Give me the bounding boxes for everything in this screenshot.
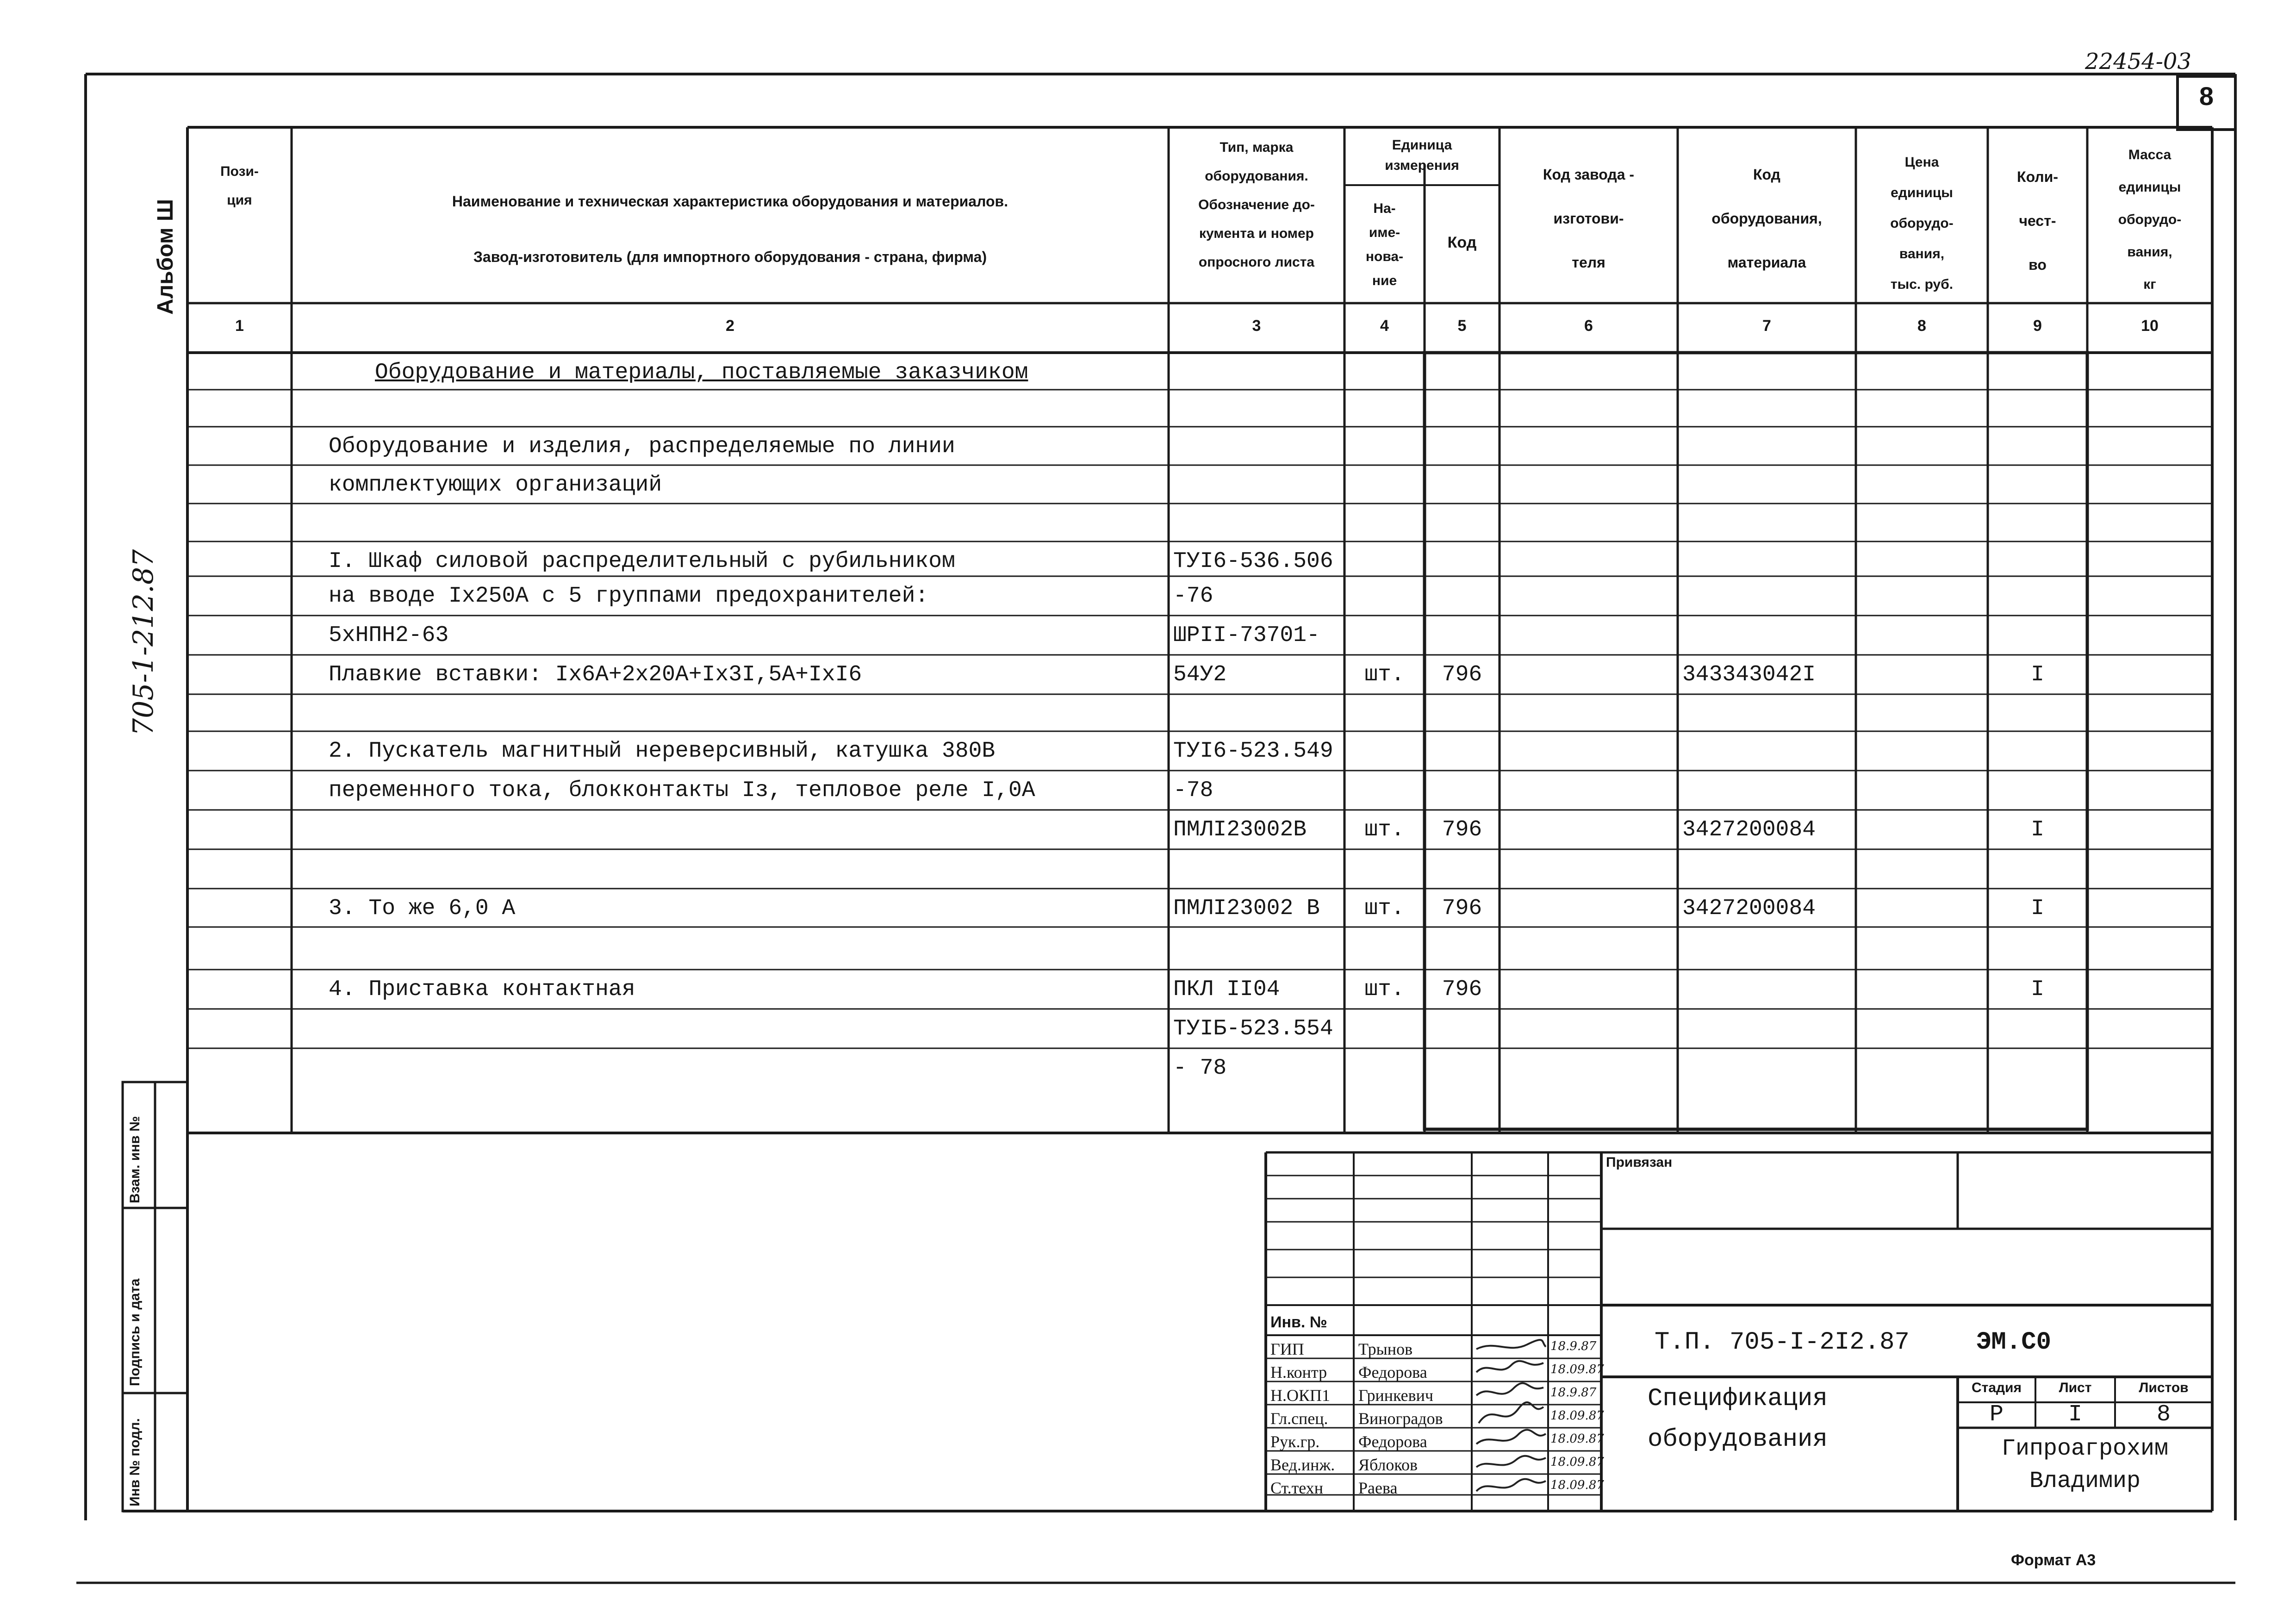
- row-8-equip: 343343042I: [1682, 662, 1816, 687]
- row-10-equip: [1682, 739, 1854, 778]
- row-7-type: ШРII-73701-: [1173, 623, 1320, 648]
- row-1-code: [1425, 397, 1500, 436]
- row-1-type: [1173, 397, 1344, 436]
- privyazan-label: Привязан: [1606, 1155, 1673, 1170]
- row-6-type: -76: [1173, 584, 1213, 609]
- stamp-date-0: 18.9.87: [1550, 1339, 1597, 1353]
- colnum-5: 5: [1457, 317, 1467, 335]
- col7-header: Код оборудования, материала: [1711, 166, 1822, 271]
- colnum-6: 6: [1584, 317, 1593, 335]
- doc-number-top: 22454-03: [2085, 49, 2191, 75]
- row-11-name: переменного тока, блокконтакты Iз, тепловое реле I,0А: [329, 778, 1035, 803]
- row-3-code: [1425, 473, 1500, 511]
- row-11-equip: [1682, 778, 1854, 817]
- col5-header: Код: [1447, 234, 1477, 251]
- row-13-type: [1173, 857, 1344, 896]
- stamp-name-3: Виноградов: [1358, 1409, 1443, 1428]
- row-13-unit: [1344, 857, 1425, 896]
- row-16-unit: шт.: [1364, 977, 1405, 1002]
- row-5-unit: [1344, 549, 1425, 588]
- podpis-label: Подпись и дата: [127, 1278, 143, 1386]
- row-12-qty: I: [2031, 817, 2044, 842]
- sheets-value: 8: [2156, 1401, 2171, 1428]
- stage-value: Р: [1989, 1401, 2004, 1428]
- doc-mark: ЭМ.С0: [1976, 1328, 2052, 1356]
- stamp-role-2: Н.ОКП1: [1270, 1386, 1331, 1405]
- org-line2: Владимир: [2029, 1468, 2141, 1494]
- row-12-unit: шт.: [1364, 817, 1405, 842]
- stamp-date-2: 18.9.87: [1550, 1386, 1597, 1400]
- format-label: Формат А3: [2011, 1551, 2096, 1569]
- row-2-equip: [1682, 434, 1854, 473]
- stage-label: Стадия: [1971, 1380, 2022, 1395]
- row-16-equip: [1682, 977, 1854, 1016]
- stamp-date-1: 18.09.87: [1550, 1363, 1604, 1376]
- row-13-equip: [1682, 857, 1854, 896]
- row-5-equip: [1682, 549, 1854, 588]
- row-5-qty: [1988, 549, 2087, 588]
- row-15-equip: [1682, 934, 1854, 973]
- row-10-qty: [1988, 739, 2087, 778]
- row-12-type: ПМЛI23002В: [1173, 817, 1307, 842]
- row-7-unit: [1344, 623, 1425, 662]
- row-4-equip: [1682, 511, 1854, 550]
- row-14-type: ПМЛI23002 В: [1173, 896, 1320, 921]
- row-9-equip: [1682, 702, 1854, 740]
- col3-header: Тип, марка оборудования. Обозначение до- кумента и номер опросного листа: [1198, 140, 1315, 270]
- stamp-name-4: Федорова: [1358, 1432, 1427, 1451]
- col8-header: Цена единицы оборудо- вания, тыс. руб.: [1890, 155, 1954, 292]
- row-6-equip: [1682, 584, 1854, 622]
- row-0-type: [1173, 360, 1344, 399]
- row-4-unit: [1344, 511, 1425, 550]
- row-3-qty: [1988, 473, 2087, 511]
- row-6-qty: [1988, 584, 2087, 622]
- row-3-type: [1173, 473, 1344, 511]
- row-5-name: I. Шкаф силовой распределительный с рубильником: [329, 549, 955, 574]
- stamp-role-1: Н.контр: [1270, 1363, 1327, 1381]
- row-12-equip: 3427200084: [1682, 817, 1816, 842]
- row-17-qty: [1988, 1016, 2087, 1055]
- col4-header: На- име- нова- ние: [1365, 201, 1404, 288]
- row-10-name: 2. Пускатель магнитный нереверсивный, катушка 380В: [329, 739, 996, 764]
- row-7-equip: [1682, 623, 1854, 662]
- row-18-qty: [1988, 1056, 2087, 1095]
- row-15-qty: [1988, 934, 2087, 973]
- colnum-9: 9: [2033, 317, 2042, 335]
- row-2-qty: [1988, 434, 2087, 473]
- row-16-name: 4. Приставка контактная: [329, 977, 635, 1002]
- sheet-value: I: [2068, 1401, 2082, 1428]
- row-0-code: [1425, 360, 1500, 399]
- stamp-role-6: Ст.техн: [1270, 1479, 1324, 1497]
- row-5-type: ТУI6-536.506: [1173, 549, 1333, 574]
- row-17-code: [1425, 1016, 1500, 1055]
- stamp-date-3: 18.09.87: [1550, 1409, 1604, 1423]
- inv-no-label: Инв. №: [1270, 1313, 1327, 1331]
- row-11-type: -78: [1173, 778, 1213, 803]
- row-0-qty: [1988, 360, 2087, 399]
- row-17-unit: [1344, 1016, 1425, 1055]
- row-1-unit: [1344, 397, 1425, 436]
- project-code-vertical: 705-1-212.87: [127, 549, 160, 736]
- row-12-name: [329, 817, 1162, 856]
- row-16-qty: I: [2031, 977, 2044, 1002]
- row-9-qty: [1988, 702, 2087, 740]
- row-13-name: [329, 857, 1162, 896]
- stamp-role-5: Вед.инж.: [1270, 1456, 1335, 1474]
- row-10-code: [1425, 739, 1500, 778]
- row-3-equip: [1682, 473, 1854, 511]
- colnum-2: 2: [726, 317, 734, 335]
- vzam-label: Взам. инв №: [127, 1116, 143, 1203]
- row-11-unit: [1344, 778, 1425, 817]
- stamp-date-6: 18.09.87: [1550, 1478, 1604, 1492]
- row-16-code: 796: [1442, 977, 1482, 1002]
- colnum-10: 10: [2141, 317, 2159, 335]
- row-2-code: [1425, 434, 1500, 473]
- row-6-name: на вводе Iх250А с 5 группами предохранителей:: [329, 584, 929, 609]
- stamp-date-4: 18.09.87: [1550, 1432, 1604, 1446]
- row-18-type: - 78: [1173, 1056, 1227, 1081]
- row-8-code: 796: [1442, 662, 1482, 687]
- row-15-name: [329, 934, 1162, 973]
- row-14-code: 796: [1442, 896, 1482, 921]
- row-2-type: [1173, 434, 1344, 473]
- row-8-qty: I: [2031, 662, 2044, 687]
- row-17-type: ТУIБ-523.554: [1173, 1016, 1333, 1041]
- row-17-equip: [1682, 1016, 1854, 1055]
- col9-header: Коли- чест- во: [2017, 168, 2058, 273]
- row-9-name: [329, 702, 1162, 740]
- row-6-unit: [1344, 584, 1425, 622]
- row-0-unit: [1344, 360, 1425, 399]
- stamp-role-4: Рук.гр.: [1270, 1432, 1320, 1451]
- stamp-role-3: Гл.спец.: [1270, 1409, 1328, 1428]
- stamp-role-0: ГИП: [1270, 1340, 1304, 1358]
- stamp-name-5: Яблоков: [1358, 1456, 1418, 1474]
- row-1-name: [329, 397, 1162, 436]
- row-15-type: [1173, 934, 1344, 973]
- row-9-unit: [1344, 702, 1425, 740]
- colnum-1: 1: [235, 317, 244, 335]
- row-11-qty: [1988, 778, 2087, 817]
- row-8-unit: шт.: [1364, 662, 1405, 687]
- row-3-name: комплектующих организаций: [329, 473, 662, 498]
- row-7-name: 5хНПН2-63: [329, 623, 449, 648]
- signature-scribbles: [1476, 1340, 1546, 1491]
- row-18-equip: [1682, 1056, 1854, 1095]
- row-7-qty: [1988, 623, 2087, 662]
- row-14-equip: 3427200084: [1682, 896, 1816, 921]
- row-4-type: [1173, 511, 1344, 550]
- row-2-name: Оборудование и изделия, распределяемые по линии: [329, 434, 955, 459]
- stamp-name-1: Федорова: [1358, 1363, 1427, 1381]
- stamp-name-0: Трынов: [1358, 1340, 1413, 1358]
- row-17-name: [329, 1016, 1162, 1055]
- row-15-unit: [1344, 934, 1425, 973]
- row-18-code: [1425, 1056, 1500, 1095]
- row-0-name: Оборудование и материалы, поставляемые заказчиком: [375, 360, 1028, 385]
- col2-header: Наименование и техническая характеристика оборудования и материалов. Завод-изготовитель (для импортного оборудования - страна, фирма): [452, 193, 1008, 265]
- row-13-code: [1425, 857, 1500, 896]
- unit-group-header: Единица измерения: [1385, 137, 1459, 173]
- colnum-4: 4: [1380, 317, 1389, 335]
- row-9-code: [1425, 702, 1500, 740]
- org-line1: Гипроагрохим: [2001, 1436, 2169, 1462]
- row-4-name: [329, 511, 1162, 550]
- row-16-type: ПКЛ II04: [1173, 977, 1280, 1002]
- stamp-date-5: 18.09.87: [1550, 1455, 1604, 1469]
- row-0-equip: [1682, 360, 1854, 399]
- col1-header: Пози- ция: [220, 164, 259, 208]
- doc-designation: Т.П. 705-I-2I2.87: [1655, 1328, 1910, 1356]
- row-10-type: ТУI6-523.549: [1173, 739, 1333, 764]
- row-8-name: Плавкие вставки: Iх6А+2х20А+Iх3I,5А+IхI6: [329, 662, 862, 687]
- row-10-unit: [1344, 739, 1425, 778]
- row-12-code: 796: [1442, 817, 1482, 842]
- row-2-unit: [1344, 434, 1425, 473]
- sheet-number: 8: [2199, 81, 2214, 111]
- row-14-name: 3. То же 6,0 А: [329, 896, 516, 921]
- row-9-type: [1173, 702, 1344, 740]
- row-11-code: [1425, 778, 1500, 817]
- title-line2: оборудования: [1648, 1425, 1828, 1454]
- row-4-qty: [1988, 511, 2087, 550]
- row-1-qty: [1988, 397, 2087, 436]
- title-line1: Спецификация: [1648, 1385, 1828, 1413]
- row-18-unit: [1344, 1056, 1425, 1095]
- colnum-8: 8: [1917, 317, 1926, 335]
- album-label: Альбом Ш: [153, 199, 178, 315]
- row-3-unit: [1344, 473, 1425, 511]
- stamp-name-2: Гринкевич: [1358, 1386, 1434, 1405]
- col10-header: Масса единицы оборудо- вания, кг: [2118, 147, 2182, 292]
- sheets-label: Листов: [2139, 1380, 2189, 1395]
- row-14-unit: шт.: [1364, 896, 1405, 921]
- sheet-label: Лист: [2059, 1380, 2092, 1395]
- row-13-qty: [1988, 857, 2087, 896]
- colnum-7: 7: [1762, 317, 1771, 335]
- row-4-code: [1425, 511, 1500, 550]
- row-18-name: [329, 1056, 1162, 1095]
- row-6-code: [1425, 584, 1500, 622]
- col6-header: Код завода - изготови- теля: [1543, 166, 1635, 271]
- row-15-code: [1425, 934, 1500, 973]
- colnum-3: 3: [1252, 317, 1261, 335]
- row-5-code: [1425, 549, 1500, 588]
- row-1-equip: [1682, 397, 1854, 436]
- stamp-name-6: Раева: [1358, 1479, 1398, 1497]
- inv-podl-label: Инв № подл.: [127, 1418, 143, 1506]
- row-8-type: 54У2: [1173, 662, 1227, 687]
- row-14-qty: I: [2031, 896, 2044, 921]
- row-7-code: [1425, 623, 1500, 662]
